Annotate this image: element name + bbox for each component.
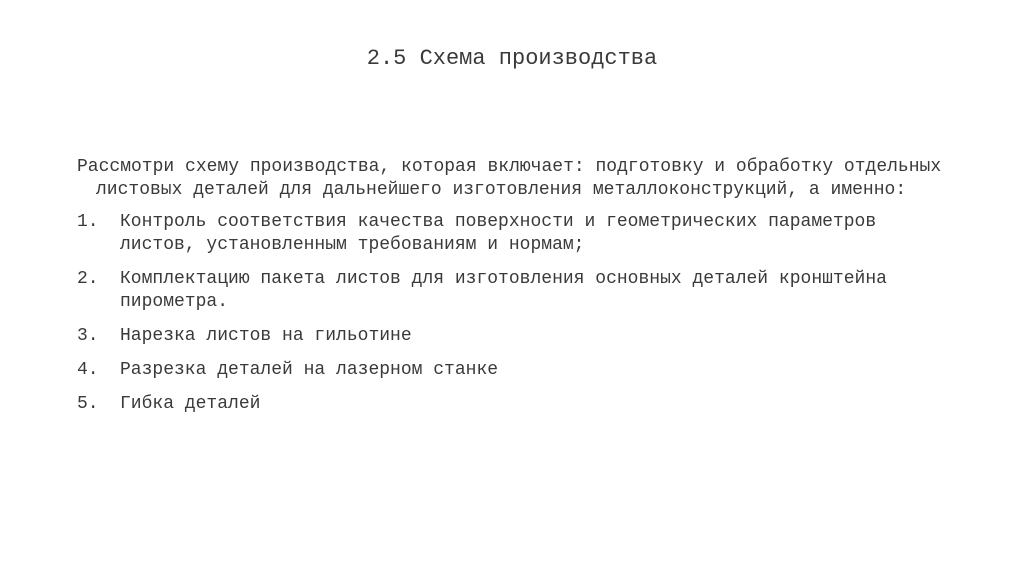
list-item [77,359,957,382]
list-item-number: 3. [77,326,99,346]
list-item-number: 1. [77,212,99,232]
slide-body [77,156,957,427]
intro-paragraph: Рассмотри схему производства, которая включает: подготовку и обработку отдельных листовых деталей для дальнейшего изготовления металлоконструкций, а именно: [77,157,942,200]
list-item-number: 4. [77,360,99,380]
list-item [77,211,957,257]
list-item [77,268,957,314]
list-item-text: Нарезка листов на гильотине [120,326,412,346]
slide-title: 2.5 Схема производства [366,46,658,71]
list-item-number: 2. [77,269,99,289]
list-item-text: Комплектацию пакета листов для изготовления основных деталей кронштейна пирометра. [120,269,887,312]
list-item-text: Разрезка деталей на лазерном станке [120,360,499,380]
list-item-number: 5. [77,394,99,414]
production-steps-list [77,211,957,416]
list-item [77,393,957,416]
list-item [77,325,957,348]
list-item-text: Гибка деталей [120,394,261,414]
list-item-text: Контроль соответствия качества поверхности и геометрических параметров листов, установленным требованиям и нормам; [120,212,877,255]
